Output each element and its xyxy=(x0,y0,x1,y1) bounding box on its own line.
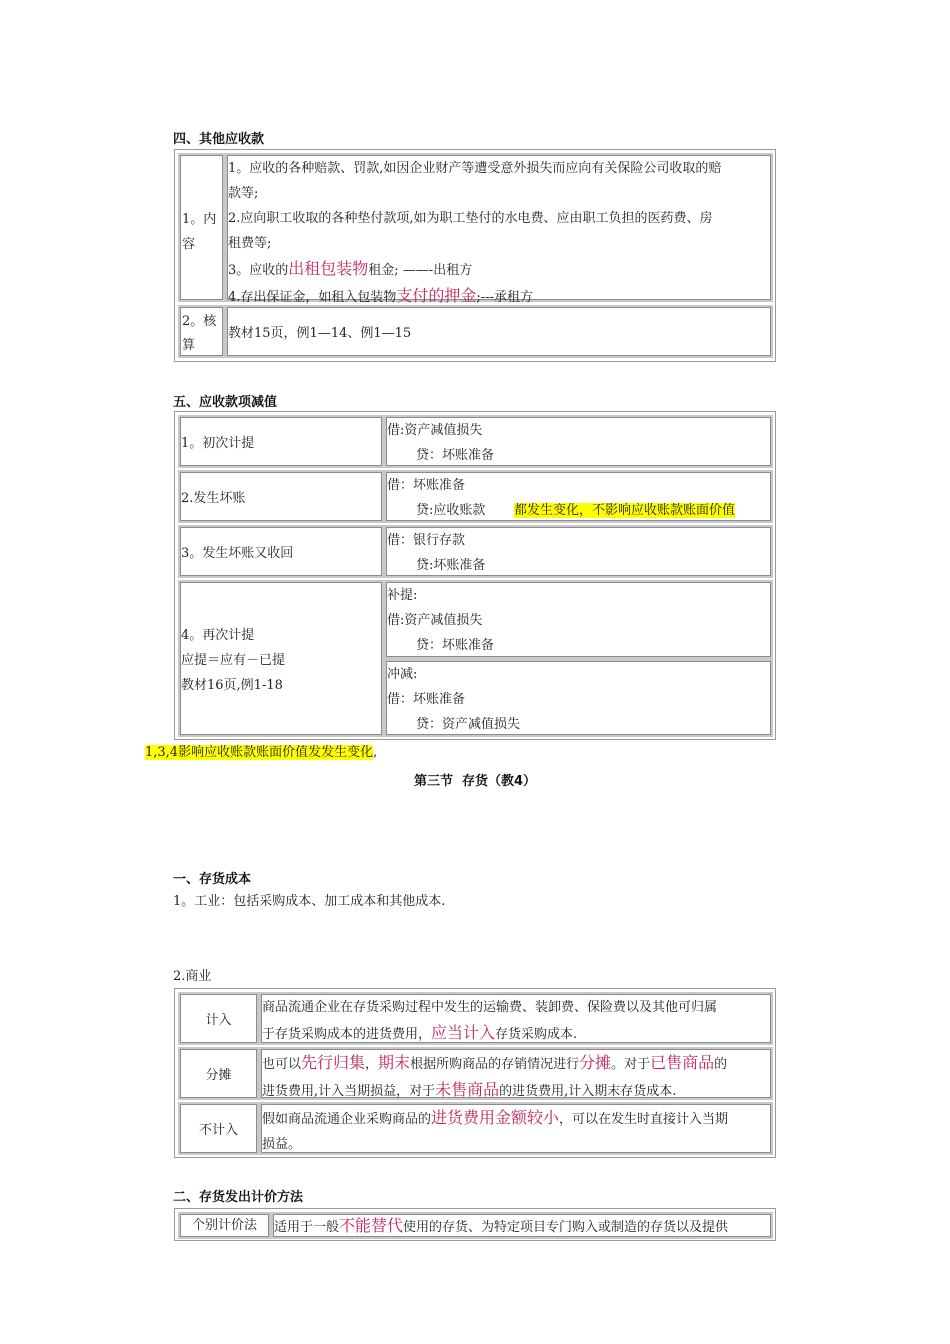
accounting-body-cell xyxy=(225,305,773,358)
impairment-row-label xyxy=(178,580,384,737)
industry-line: 1。工业：包括采购成本、加工成本和其他成本. xyxy=(173,894,446,909)
entry-debit: 借：坏账准备 xyxy=(387,692,466,707)
section-heading-impairment: 五、应收款项减值 xyxy=(173,395,278,410)
section-heading-pricing-methods: 二、存货发出计价方法 xyxy=(173,1190,304,1205)
entry-credit: 贷:坏账准备 xyxy=(416,558,486,573)
commerce-table xyxy=(174,988,776,1158)
text-run: 进货费用,计入当期损益，对于 xyxy=(262,1084,436,1099)
entry-credit: 贷：坏账准备 xyxy=(416,448,495,463)
text-run: 根据所购商品的存销情况进行 xyxy=(410,1057,580,1072)
text-run: 。对于 xyxy=(611,1057,651,1072)
commerce-row-lines xyxy=(262,1105,728,1157)
text-run: 于存货采购成本的进货费用， xyxy=(262,1027,432,1042)
row-label-text: 3。发生坏账又收回 xyxy=(181,546,294,561)
body-line xyxy=(262,1132,728,1157)
pricing-table xyxy=(174,1208,776,1241)
impairment-row-label xyxy=(178,525,384,578)
chapter-section-title: 第三节 存货（教4） xyxy=(413,774,537,789)
footnote-tail: , xyxy=(373,745,378,760)
highlight-note: 都发生变化，不影响应收账款账面价值 xyxy=(514,503,736,518)
text-run-emphasis: 未售商品 xyxy=(435,1080,500,1099)
entry-debit: 借：银行存款 xyxy=(387,533,466,548)
text-run: 适用于一般 xyxy=(274,1220,340,1235)
text-run: 假如商品流通企业采购商品的 xyxy=(262,1112,432,1127)
text-run-emphasis: 支付的押金 xyxy=(396,286,477,305)
pricing-row-body xyxy=(271,1212,773,1239)
text-run-emphasis: 已售商品 xyxy=(650,1053,715,1072)
label-line: 2。核 xyxy=(182,314,217,329)
impairment-row-entry-supplement xyxy=(384,580,773,659)
entry-debit: 借:资产减值损失 xyxy=(387,613,483,628)
text-run: 款等; xyxy=(228,186,259,201)
content-lines xyxy=(228,156,721,310)
text-run: 1。应收的各种赔款、罚款,如因企业财产等遭受意外损失而应向有关保险公司收取的赔 xyxy=(228,161,722,176)
commerce-row-label xyxy=(178,1102,259,1155)
other-receivables-table xyxy=(174,149,776,362)
text-run: 商品流通企业在存货采购过程中发生的运输费、装卸费、保险费以及其他可归属 xyxy=(262,1000,718,1015)
row-label-text: 计入 xyxy=(205,1013,232,1028)
text-run: 损益。 xyxy=(262,1137,302,1152)
row-label-text: 个别计价法 xyxy=(191,1218,257,1233)
impairment-row-entry xyxy=(384,415,773,468)
row-label-text: 4。再次计提 xyxy=(181,628,255,643)
impairment-row-label xyxy=(178,415,384,468)
body-line xyxy=(262,1020,717,1047)
commerce-row-label xyxy=(178,992,259,1045)
text-run-emphasis: 进货费用金额较小 xyxy=(431,1108,560,1127)
entry-credit: 贷：坏账准备 xyxy=(416,638,495,653)
text-run: ，可以在发生时直接计入当期 xyxy=(559,1112,729,1127)
text-run-emphasis: 分摊 xyxy=(579,1053,612,1072)
entry-title: 补提: xyxy=(387,588,418,603)
footnote-highlight: 1,3,4影响应收账款账面价值发发生变化 xyxy=(145,745,374,760)
commerce-line: 2.商业 xyxy=(173,969,212,984)
text-run-emphasis: 不能替代 xyxy=(339,1216,404,1235)
impairment-row-entry-reversal xyxy=(384,659,773,737)
row-label-text: 不计入 xyxy=(198,1123,238,1138)
content-line xyxy=(228,256,721,283)
row-label-text: 应提＝应有－已提 xyxy=(181,653,286,668)
text-run: 4.存出保证金，如租入包装物 xyxy=(228,290,397,305)
section-heading-other-receivables: 四、其他应收款 xyxy=(173,132,265,147)
section-heading-inventory-cost: 一、存货成本 xyxy=(173,872,252,887)
content-line xyxy=(228,231,721,256)
body-line xyxy=(262,995,717,1020)
content-line xyxy=(228,181,721,206)
text-run: 使用的存货、为特定项目专门购入或制造的存货以及提供 xyxy=(403,1220,729,1235)
body-line xyxy=(262,1050,727,1077)
pricing-row-text xyxy=(274,1214,728,1239)
label-line: 1。内 xyxy=(182,212,217,227)
text-run: 的进货费用,计入期末存货成本. xyxy=(499,1084,677,1099)
label-line: 容 xyxy=(182,237,196,252)
text-run: 租费等; xyxy=(228,236,272,251)
content-line xyxy=(228,206,721,231)
label-line: 算 xyxy=(182,338,196,353)
text-run: ;---承租方 xyxy=(476,290,533,305)
commerce-row-body xyxy=(259,1047,773,1100)
content-body-cell xyxy=(225,153,773,305)
row-label-text: 分摊 xyxy=(205,1068,232,1083)
impairment-row-entry xyxy=(384,470,773,523)
row-label-text: 1。初次计提 xyxy=(181,436,255,451)
body-line xyxy=(262,1077,727,1104)
commerce-row-label xyxy=(178,1047,259,1100)
text-run-emphasis: 出租包装物 xyxy=(288,259,369,278)
text-run: ， xyxy=(365,1057,379,1072)
body-line xyxy=(262,1105,728,1132)
entry-credit: 贷：资产减值损失 xyxy=(416,717,521,732)
entry-title: 冲减: xyxy=(387,667,418,682)
entry-debit: 借:资产减值损失 xyxy=(387,423,483,438)
text-run: 3。应收的 xyxy=(228,263,289,278)
commerce-row-lines xyxy=(262,1050,727,1104)
text-run-emphasis: 先行归集 xyxy=(301,1053,366,1072)
text-run: 也可以 xyxy=(262,1057,302,1072)
impairment-table xyxy=(174,411,776,740)
pricing-row-label xyxy=(178,1212,271,1239)
row-label-text: 教材16页,例1-18 xyxy=(181,678,283,693)
content-label-cell xyxy=(178,153,225,302)
impairment-footnote xyxy=(145,744,377,761)
row-label-text: 2.发生坏账 xyxy=(181,491,246,506)
text-run: 存货采购成本. xyxy=(495,1027,578,1042)
accounting-text: 教材15页，例1—14、例1—15 xyxy=(228,326,412,341)
entry-debit: 借：坏账准备 xyxy=(387,478,466,493)
accounting-label-cell xyxy=(178,305,225,358)
text-run: 租金; ——-出租方 xyxy=(368,263,473,278)
text-run: 的 xyxy=(714,1057,728,1072)
commerce-row-body xyxy=(259,992,773,1045)
text-run-emphasis: 应当计入 xyxy=(431,1023,496,1042)
text-run: 2.应向职工收取的各种垫付款项,如为职工垫付的水电费、应由职工负担的医药费、房 xyxy=(228,211,713,226)
commerce-row-lines xyxy=(262,995,717,1047)
impairment-row-label xyxy=(178,470,384,523)
content-line xyxy=(228,156,721,181)
highlight-note-wrap xyxy=(514,502,735,519)
text-run-emphasis: 期末 xyxy=(378,1053,411,1072)
impairment-row-entry xyxy=(384,525,773,578)
commerce-row-body xyxy=(259,1102,773,1155)
entry-credit: 贷:应收账款 xyxy=(416,503,486,518)
